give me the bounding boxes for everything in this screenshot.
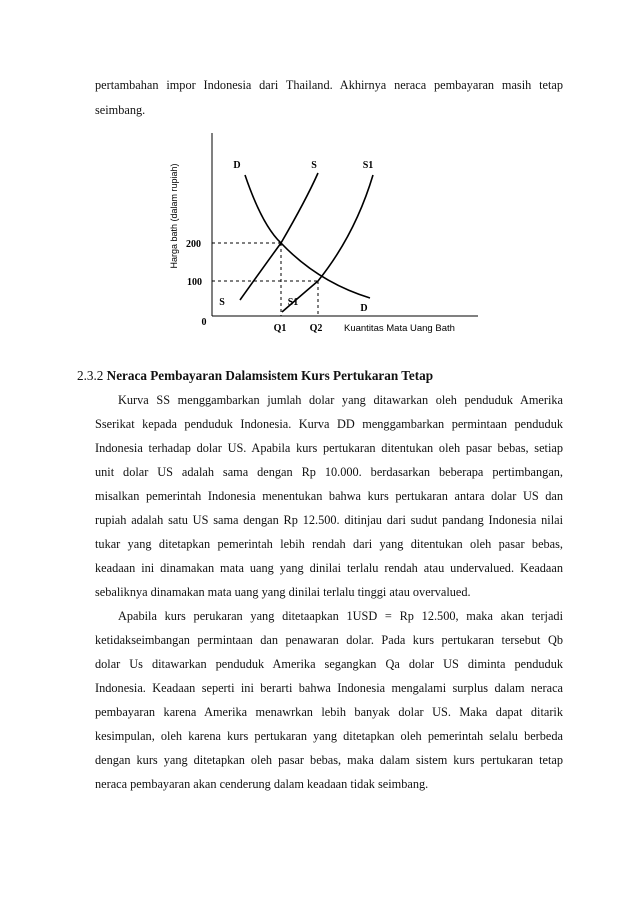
curve-label-d-bottom: D — [360, 303, 368, 314]
paragraph-1-line-8: keadaan ini dinamakan mata uang yang dinilai terlalu rendah atau undervalued. Keadaan — [95, 561, 563, 575]
paragraph-1-line-9: sebaliknya dinamakan mata uang yang dinilai terlalu tinggi atau overvalued. — [95, 585, 471, 599]
curve-label-s1-top: S1 — [362, 160, 374, 171]
curve-label-s1-bottom: S1 — [287, 297, 299, 308]
paragraph-2-line-3: dolar Us ditawarkan penduduk Amerika segangkan Qa dolar US diminta penduduk — [95, 657, 563, 671]
paragraph-2-line-6: kesimpulan, oleh karena kurs pertukaran yang ditetapkan oleh pemerintah selalu berbeda — [95, 729, 563, 743]
paragraph-1-line-2: Sserikat kepada penduduk Indonesia. Kurva DD menggambarkan permintaan penduduk — [95, 417, 563, 431]
curve-label-s-bottom: S — [219, 297, 225, 308]
paragraph-2-line-1: Apabila kurs perukaran yang ditetaapkan 1USD = Rp 12.500, maka akan terjadi — [118, 609, 563, 623]
intro-line-1: pertambahan impor Indonesia dari Thailand. Akhirnya neraca pembayaran masih tetap — [95, 78, 563, 92]
paragraph-2-line-2: ketidakseimbangan permintaan dan penawaran dolar. Pada kurs pertukaran tersebut Qb — [95, 633, 563, 647]
paragraph-1-line-6: rupiah adalah satu US sama dengan Rp 12.500. ditinjau dari sudut pandang Indonesia nilai — [95, 513, 563, 527]
paragraph-2-line-5: pembayaran karena Amerika menawrkan lebih banyak dolar US. Maka dapat ditarik — [95, 705, 563, 719]
paragraph-1-line-4: unit dolar US adalah sama dengan Rp 10.000. berdasarkan beberapa pertimbangan, — [95, 465, 563, 479]
paragraph-1-line-1: Kurva SS menggambarkan jumlah dolar yang ditawarkan oleh penduduk Amerika — [118, 393, 563, 407]
paragraph-2-line-8: neraca pembayaran akan cenderung dalam keadaan tidak seimbang. — [95, 777, 429, 791]
paragraph-1-line-5: misalkan pemerintah Indonesia menentukan bahwa kurs pertukaran antara dolar US dan — [95, 489, 563, 503]
origin-label: 0 — [201, 317, 207, 328]
curve-label-s-top: S — [311, 160, 317, 171]
y-tick-100: 100 — [187, 277, 202, 288]
paragraph-2-line-7: dengan kurs yang ditetapkan oleh pasar bebas, maka dalam sistem kurs pertukaran tetap — [95, 753, 563, 767]
section-title: Neraca Pembayaran Dalamsistem Kurs Pertukaran Tetap — [106, 368, 434, 383]
curve-label-d-top: D — [233, 160, 241, 171]
section-heading — [77, 369, 433, 382]
x-tick-q1: Q1 — [273, 323, 287, 334]
x-axis-label: Kuantitas Mata Uang Bath — [344, 323, 455, 334]
supply-curve-s1 — [282, 175, 373, 312]
intro-line-2: seimbang. — [95, 103, 146, 117]
x-tick-q2: Q2 — [309, 323, 323, 334]
paragraph-1-line-3: Indonesia terhadap dolar US. Apabila kurs pertukaran ditentukan oleh pasar bebas, setiap — [95, 441, 563, 455]
paragraph-2-line-4: Indonesia. Keadaan seperti ini berarti bahwa Indonesia mengalami surplus dalam neraca — [95, 681, 563, 695]
y-axis-label: Harga bath (dalam rupiah) — [169, 163, 179, 269]
paragraph-1-line-7: tukar yang ditetapkan pemerintah lebih rendah dari yang ditentukan oleh pasar bebas, — [95, 537, 563, 551]
y-tick-200: 200 — [186, 239, 201, 250]
section-number: 2.3.2 — [77, 368, 104, 383]
